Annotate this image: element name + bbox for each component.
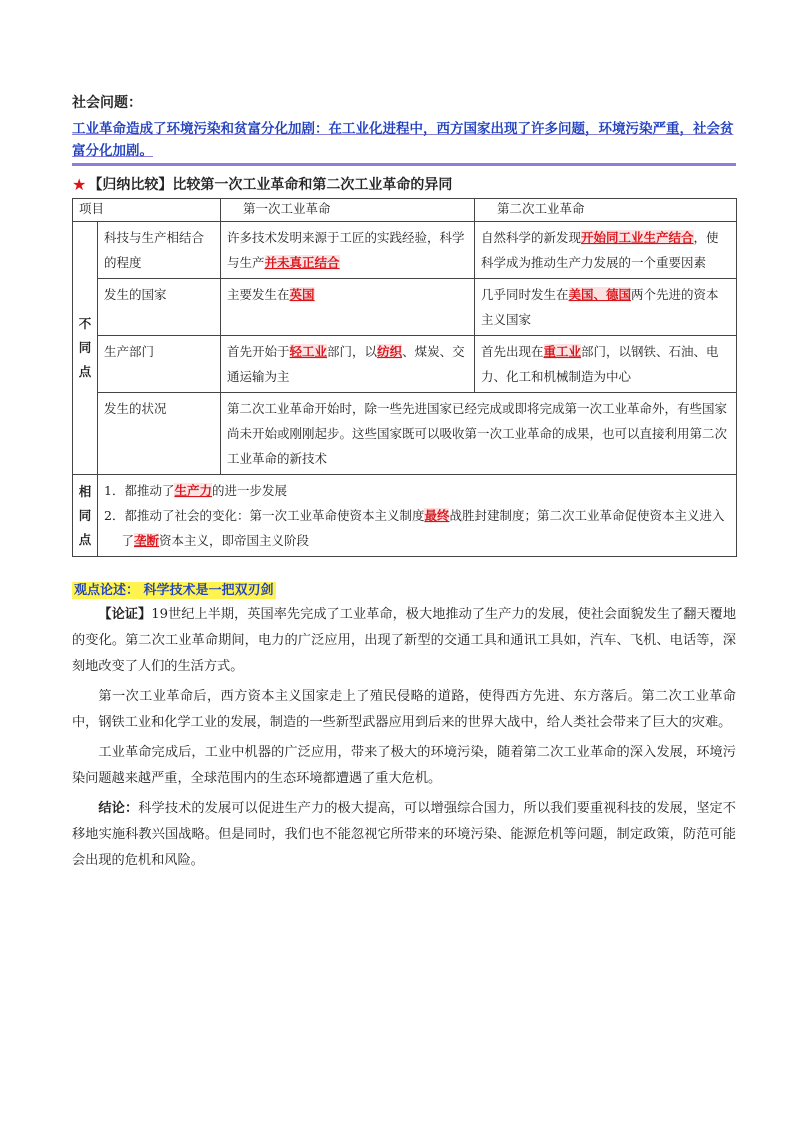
- row-first: 主要发生在英国: [221, 279, 475, 336]
- paragraph: 工业革命完成后，工业中机器的广泛应用，带来了极大的环境污染，随着第二次工业革命的深入发展，环境污染问题越来越严重，全球范围内的生态环境都遭遇了重大危机。: [72, 745, 736, 786]
- row-item: 生产部门: [98, 336, 221, 393]
- paragraph: 结论：科学技术的发展可以促进生产力的极大提高，可以增强综合国力，所以我们要重视科技的发展，坚定不移地实施科教兴国战略。但是同时，我们也不能忽视它所带来的环境污染、能源危机等问题，制定政策，防范可能会出现的危机和风险。: [72, 801, 736, 868]
- row-situation: 第二次工业革命开始时，除一些先进国家已经完成或即将完成第一次工业革命外，有些国家尚未开始或刚刚起步。这些国家既可以吸收第一次工业革命的成果，也可以直接利用第二次工业革命的新技术: [221, 393, 737, 475]
- comparison-table: [72, 198, 737, 557]
- opinion-title: 观点论述： 科学技术是一把双刃剑: [74, 583, 274, 598]
- row-second: 自然科学的新发现开始同工业生产结合，使科学成为推动生产力发展的一个重要因素: [475, 222, 737, 279]
- diff-label: 不同点: [73, 222, 98, 475]
- row-first: 许多技术发明来源于工匠的实践经验，科学与生产并未真正结合: [221, 222, 475, 279]
- table-row: [73, 475, 737, 557]
- table-row: [73, 393, 737, 475]
- table-header-row: [73, 199, 737, 222]
- row-second: 首先出现在重工业部门，以钢铁、石油、电力、化工和机械制造为中心: [475, 336, 737, 393]
- paragraph: 第一次工业革命后，西方资本主义国家走上了殖民侵略的道路，使得西方先进、东方落后。第二次工业革命中，钢铁工业和化学工业的发展，制造的一些新型武器应用到后来的世界大战中，给人类社会带来了巨大的灾难。: [72, 689, 736, 730]
- header-first: 第一次工业革命: [221, 199, 475, 222]
- table-row: [73, 279, 737, 336]
- table-row: [73, 222, 737, 279]
- social-issues-summary: 工业革命造成了环境污染和贫富分化加剧：在工业化进程中，西方国家出现了许多问题，环境污染严重，社会贫富分化加剧。: [72, 118, 736, 166]
- same-point-2: 2．都推动了社会的变化：第一次工业革命使资本主义制度最终战胜封建制度；第二次工业革命促使资本主义进入了垄断资本主义，即帝国主义阶段: [104, 508, 725, 548]
- row-second: 几乎同时发生在美国、德国两个先进的资本主义国家: [475, 279, 737, 336]
- same-points: [98, 475, 737, 557]
- comparison-title: ★ 【归纳比较】比较第一次工业革命和第二次工业革命的异同: [72, 174, 453, 194]
- star-icon: ★: [72, 174, 87, 194]
- same-label: 相同点: [73, 475, 98, 557]
- social-issues-title: 社会问题：: [72, 95, 142, 111]
- header-item: 项目: [73, 199, 221, 222]
- same-point-1: 1．都推动了生产力的进一步发展: [104, 483, 287, 498]
- row-item: 发生的状况: [98, 393, 221, 475]
- header-second: 第二次工业革命: [475, 199, 737, 222]
- row-item: 科技与生产相结合的程度: [98, 222, 221, 279]
- page: [72, 92, 736, 874]
- paragraph: 【论证】19世纪上半期，英国率先完成了工业革命，极大地推动了生产力的发展，使社会面貌发生了翻天覆地的变化。第二次工业革命期间，电力的广泛应用，出现了新型的交通工具和通讯工具如，汽车、飞机、电话等，深刻地改变了人们的生活方式。: [72, 607, 737, 674]
- row-item: 发生的国家: [98, 279, 221, 336]
- table-row: [73, 336, 737, 393]
- row-first: 首先开始于轻工业部门，以纺织、煤炭、交通运输为主: [221, 336, 475, 393]
